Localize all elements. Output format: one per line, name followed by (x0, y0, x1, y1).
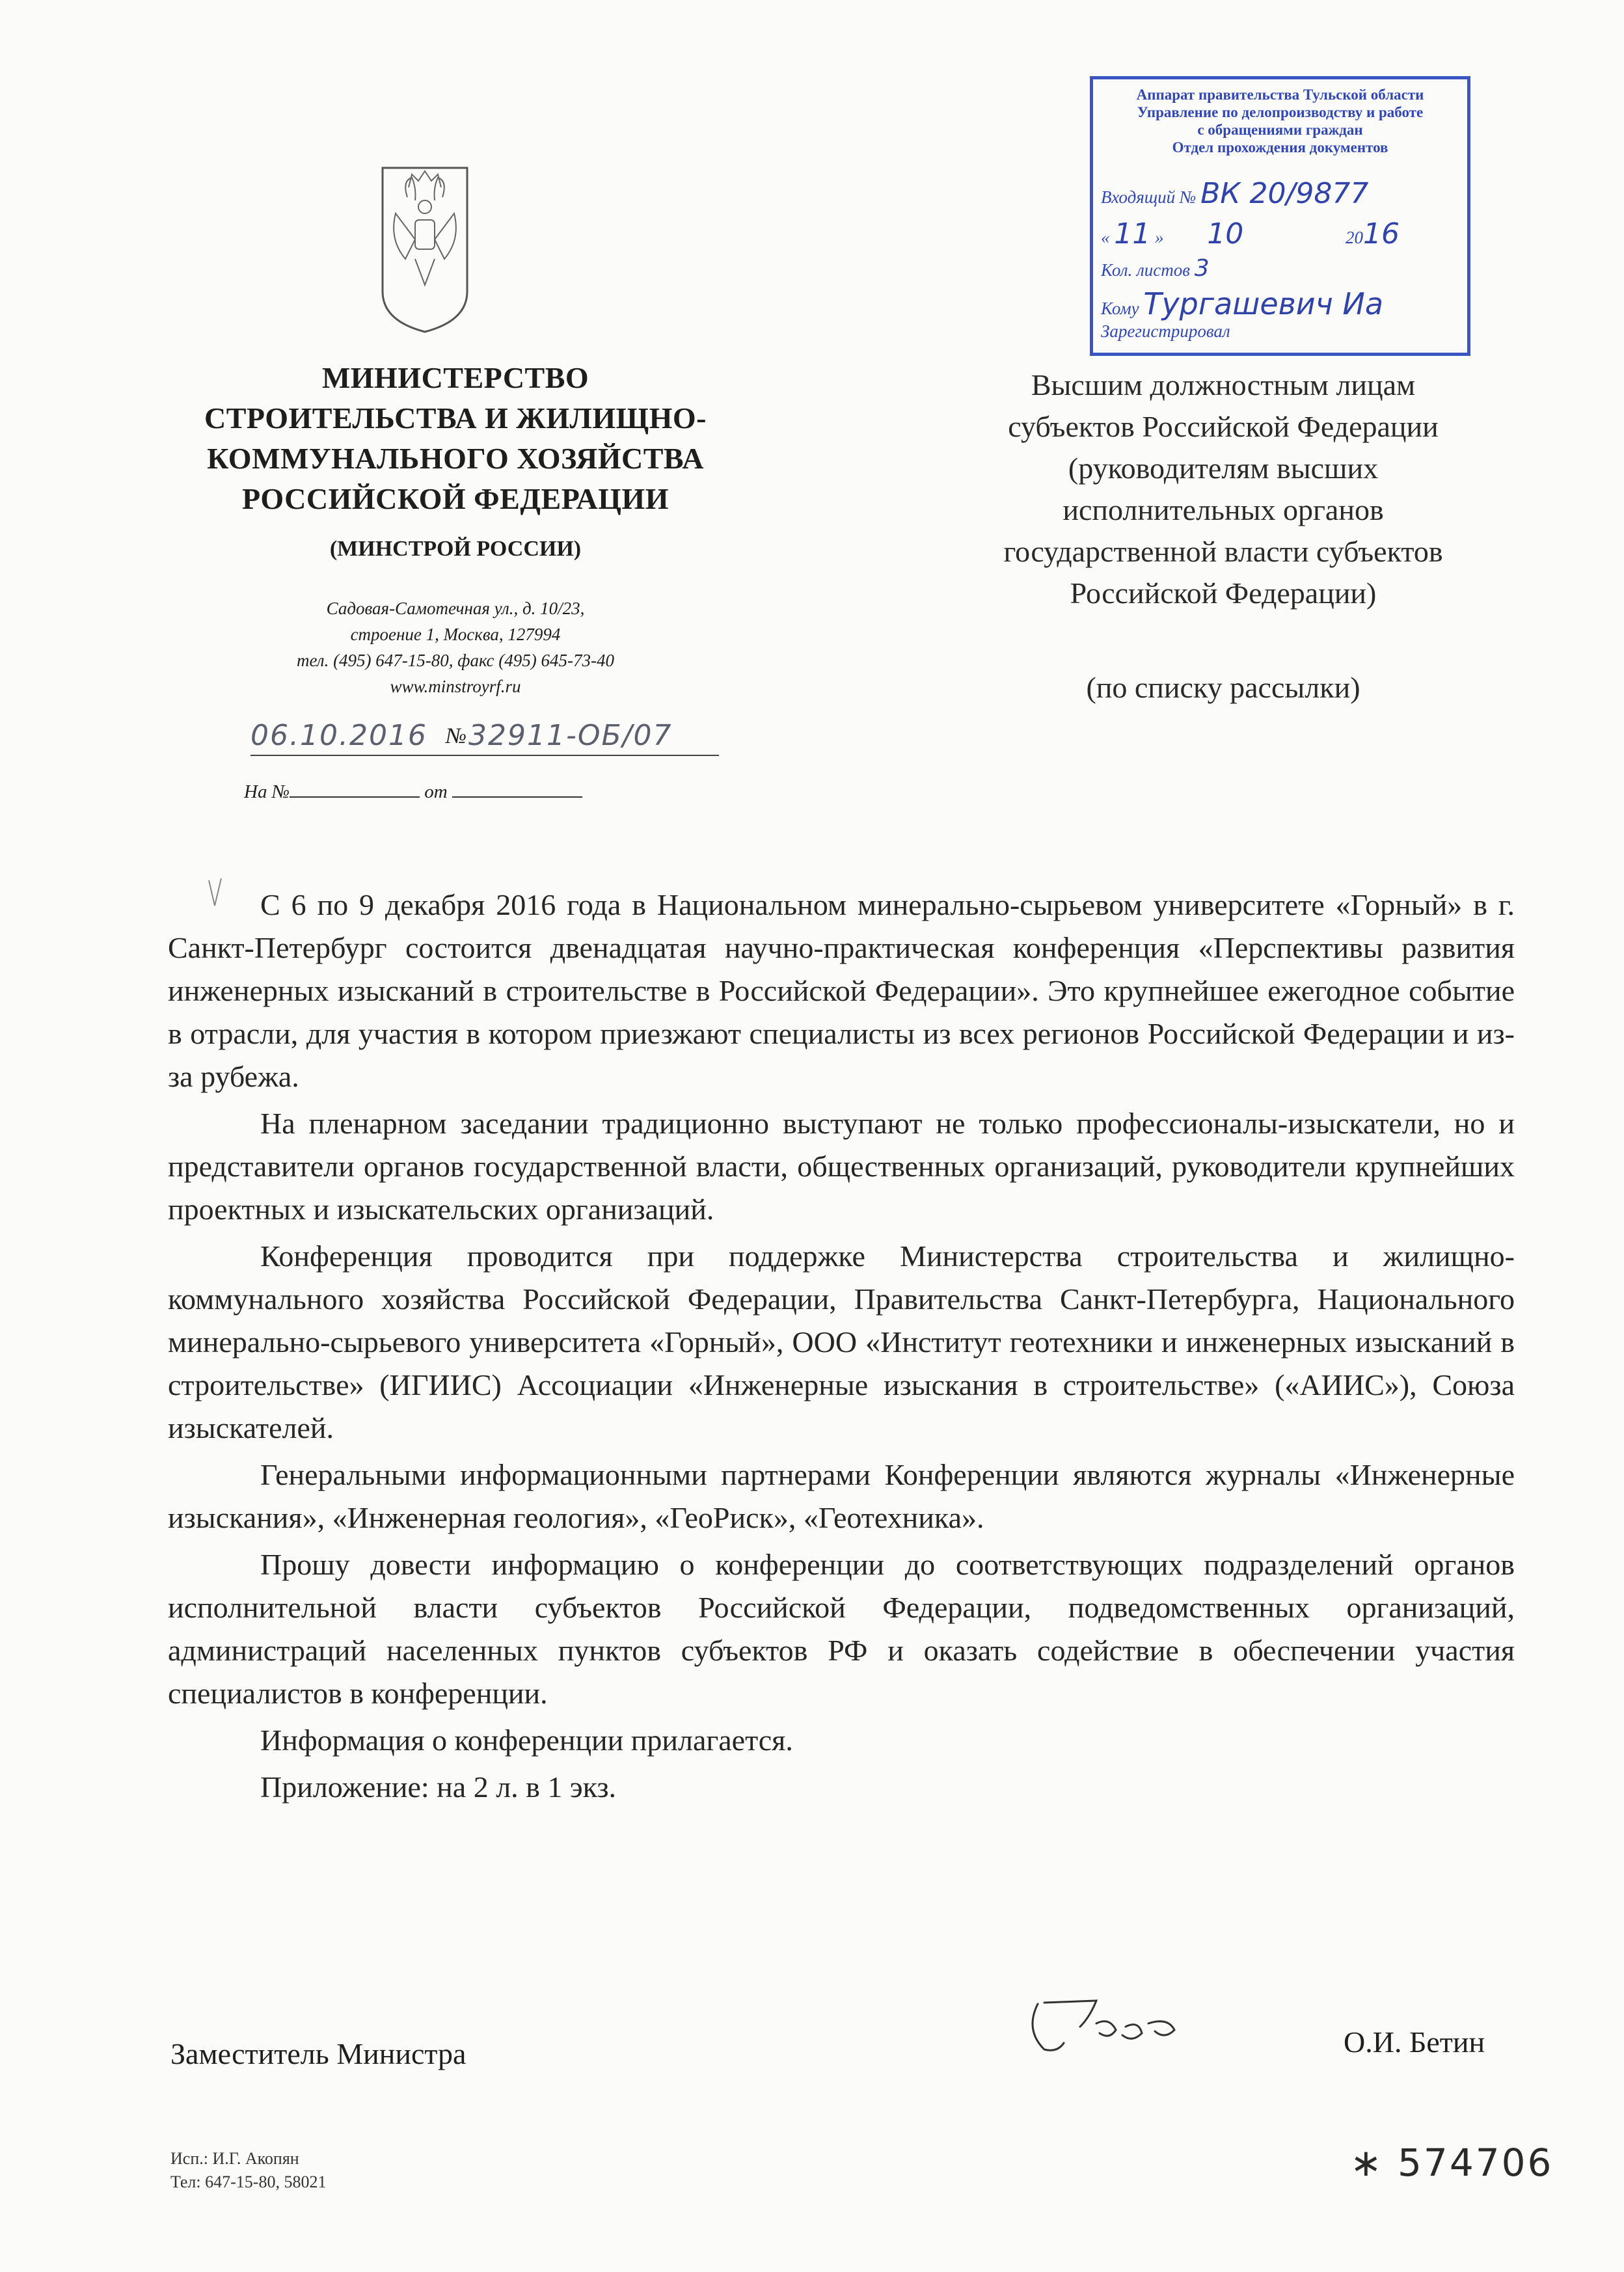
ministry-name (150, 358, 761, 519)
addressee-line: государственной власти субъектов (1003, 535, 1443, 568)
stamp-registered-row (1101, 321, 1230, 342)
addressee-line: (руководителям высших (1068, 452, 1379, 485)
reference-from-label: от (424, 781, 448, 802)
address-line: строение 1, Москва, 127994 (350, 625, 561, 644)
stamp-header-line: с обращениями граждан (1197, 122, 1363, 138)
body-paragraph: Генеральными информационными партнерами Конференции являются журналы «Инженерные изыскания», «Инженерная геология», «ГеоРиск», «Геотехника». (168, 1458, 1515, 1534)
stamp-incoming-row (1101, 177, 1368, 210)
addressee-line: исполнительных органов (1062, 493, 1384, 526)
handwritten-signature (1018, 1991, 1200, 2062)
ministry-line: СТРОИТЕЛЬСТВА И ЖИЛИЩНО- (204, 401, 707, 435)
registration-underline (250, 755, 719, 756)
stamp-date-day: 11 (1114, 217, 1151, 250)
ministry-line: КОММУНАЛЬНОГО ХОЗЯЙСТВА (207, 442, 704, 475)
stamp-date-close-quote: » (1155, 228, 1164, 247)
body-paragraph: На пленарном заседании традиционно выступают не только профессионалы-изыскатели, но и представители органов государственной власти, общественных организаций, руководители крупнейших проектных и изыскательских организаций. (168, 1107, 1515, 1226)
stamp-date-year-prefix: 20 (1346, 228, 1363, 247)
ministry-short-name: (МИНСТРОЙ РОССИИ) (329, 537, 582, 561)
executor-phone: Тел: 647-15-80, 58021 (170, 2172, 327, 2191)
signer-role: Заместитель Министра (170, 2037, 467, 2070)
outgoing-number: 32911-ОБ/07 (468, 719, 673, 752)
body-paragraph: С 6 по 9 декабря 2016 года в Национальном минерально-сырьевом университете «Горный» в г. Санкт-Петербург состоится двенадцатая научно-практическая конференция «Перспективы развития инженерных изысканий в строительстве в Российской Федерации». Это крупнейшее ежегодное событие в отрасли, для участия в котором приезжают специалисты из всех регионов Российской Федерации и из-за рубежа. (168, 888, 1515, 1093)
incoming-stamp (1090, 76, 1470, 356)
stamp-header (1093, 79, 1467, 156)
stamp-date-row (1101, 217, 1400, 250)
stamp-date-year: 16 (1363, 217, 1400, 250)
ministry-address (215, 595, 696, 699)
outgoing-date: 06.10.2016 (250, 719, 427, 752)
addressee-line: Российской Федерации) (1070, 576, 1377, 610)
executor-name: Исп.: И.Г. Акопян (170, 2149, 299, 2168)
signer-name: О.И. Бетин (1344, 2025, 1485, 2059)
document-number: ∗ 574706 (1350, 2141, 1554, 2185)
coat-of-arms-emblem-icon (376, 161, 474, 337)
distribution-note: (по списку рассылки) (1086, 671, 1360, 704)
reference-line (244, 781, 582, 803)
address-line: тел. (495) 647-15-80, факс (495) 645-73-40 (296, 651, 615, 670)
stamp-to-label: Кому (1101, 299, 1139, 318)
reference-blank (290, 781, 420, 798)
ministry-line: МИНИСТЕРСТВО (321, 361, 589, 394)
body-paragraph: Прошу довести информацию о конференции до соответствующих подразделений органов исполнительной власти субъектов Российской Федерации, подведомственных организаций, администраций населенных пунктов субъектов РФ и оказать содействие в обеспечении участия специалистов в конференции. (168, 1548, 1515, 1710)
body-paragraph: Информация о конференции прилагается. (260, 1724, 793, 1757)
outgoing-registration (250, 719, 732, 758)
address-line: Садовая-Самотечная ул., д. 10/23, (326, 599, 585, 618)
addressee-line: Высшим должностным лицам (1031, 368, 1416, 401)
stamp-incoming-number: ВК 20/9877 (1200, 177, 1369, 210)
stamp-date-open-quote: « (1101, 228, 1110, 247)
body-paragraph: Приложение: на 2 л. в 1 экз. (260, 1770, 617, 1804)
ministry-line: РОССИЙСКОЙ ФЕДЕРАЦИИ (242, 482, 669, 515)
stamp-to-value: Тургашевич Иа (1143, 286, 1384, 321)
stamp-sheets-label: Кол. листов (1101, 260, 1190, 280)
stamp-sheets-row (1101, 255, 1210, 282)
letter-body (168, 884, 1515, 1813)
stamp-date-month: 10 (1207, 217, 1244, 250)
addressee-block (898, 364, 1549, 614)
stamp-header-line: Аппарат правительства Тульской области (1136, 87, 1424, 103)
stamp-registered-label: Зарегистрировал (1101, 321, 1230, 341)
reference-label: На № (244, 781, 290, 802)
stamp-sheets-value: 3 (1194, 255, 1210, 282)
addressee-line: субъектов Российской Федерации (1008, 410, 1439, 443)
address-line: www.minstroyrf.ru (390, 677, 521, 696)
reference-from-blank (452, 781, 582, 798)
stamp-to-row (1101, 286, 1383, 321)
stamp-incoming-label: Входящий № (1101, 187, 1197, 207)
stamp-header-line: Управление по делопроизводству и работе (1137, 104, 1424, 120)
executor-info (170, 2147, 326, 2194)
body-paragraph: Конференция проводится при поддержке Министерства строительства и жилищно-коммунального хозяйства Российской Федерации, Правительства Санкт-Петербурга, Национального минерально-сырьевого университета «Горный», ООО «Институт геотехники и инженерных изысканий в строительстве» (ИГИИС) Ассоциации «Инженерные изыскания в строительстве» («АИИС»), Союза изыскателей. (168, 1239, 1515, 1444)
stamp-header-line: Отдел прохождения документов (1172, 139, 1388, 156)
outgoing-number-label: № (446, 724, 467, 748)
